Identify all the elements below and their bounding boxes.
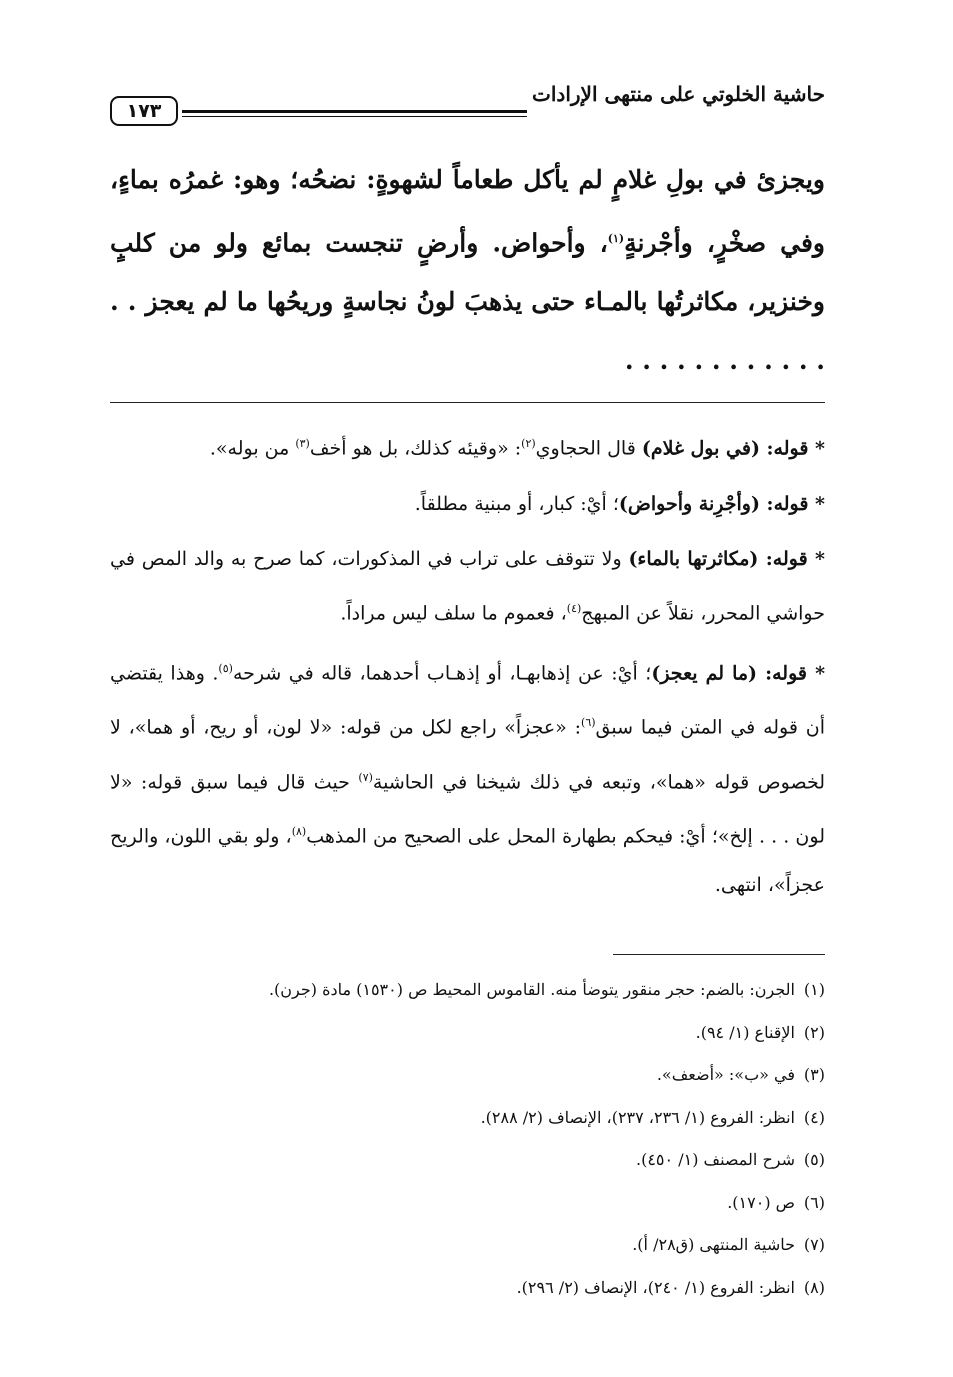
footnote-number: (٣)	[803, 1065, 825, 1085]
footnote-text: ص (١٧٠).	[727, 1192, 795, 1212]
commentary-text: حيث قال فيما سبق قوله: «لا لون . . . إلخ»؛ أيْ: فيحكم بطهارة المحل على الصحيح من المذهب	[110, 770, 825, 848]
commentary-paragraph-2	[110, 480, 825, 529]
commentary-paragraph-1	[110, 419, 825, 473]
main-text-part-1: ويجزئ في بولِ غلامٍ لم يأكل طعاماً لشهوةٍ: نضحُه؛ وهو: غمرُه بماءٍ، وفي صخْرٍ، وأجْرنةٍ	[110, 165, 826, 258]
commentary	[110, 419, 825, 910]
commentary-text: قال الحجاوي	[535, 437, 642, 460]
footnote-text: شرح المصنف (١/ ٤٥٠).	[636, 1150, 795, 1170]
footnote-text: في «ب»: «أضعف».	[656, 1065, 795, 1085]
footnote-rule	[613, 954, 825, 955]
running-title: حاشية الخلوتي على منتهى الإرادات	[532, 82, 825, 106]
header-rule	[182, 110, 527, 117]
footnote-number: (٤)	[803, 1107, 825, 1127]
commentary-paragraph-3	[110, 535, 825, 638]
footnote-ref-4: (٤)	[566, 601, 582, 615]
footnote-ref-8: (٨)	[291, 824, 307, 838]
footnote-text: الإقناع (١/ ٩٤).	[695, 1022, 795, 1042]
footnote-number: (٢)	[803, 1022, 825, 1042]
footnote-ref-6: (٦)	[581, 716, 596, 730]
commentary-text: ولا تتوقف على تراب في المذكورات، كما صرح به والد المص في حواشي المحرر، نقلاً عن المبهج	[110, 547, 825, 624]
commentary-lemma-4: * قوله: (ما لم يعجز)	[651, 662, 826, 685]
footnote-ref-5: (٥)	[218, 661, 233, 675]
commentary-text: : «وقيئه كذلك، بل هو أخف	[309, 437, 522, 460]
footnote-number: (١)	[803, 980, 825, 1000]
footnote-number: (٧)	[803, 1235, 825, 1255]
commentary-lemma-2: * قوله: (وأجْرِنة وأحواض)	[618, 492, 825, 515]
commentary-text: : «عجزاً» راجع لكل من قوله: «لا لون، أو ريح، أو هما»، لا لخصوص قوله «هما»، وتبعه في ذلك شيخنا في الحاشية	[110, 716, 825, 793]
footnote-item	[110, 1054, 825, 1097]
footnote-number: (٦)	[803, 1192, 825, 1212]
page-number: ١٧٣	[110, 96, 178, 126]
footnote-ref-3: (٣)	[295, 437, 310, 451]
footnote-text: الجرن: بالضم: حجر منقور يتوضأ منه. القاموس المحيط ص (١٥٣٠) مادة (جرن).	[268, 980, 795, 1000]
main-text-part-2: ، وأحواض. وأرضٍ تنجست بمائع ولو من كلبٍ وخنزير، مكاثرتُها بالمـاء حتى يذهبَ لونُ نجاسةٍ وريحُها ما لم يعجز	[110, 228, 825, 317]
commentary-text: ؛ أيْ: عن إذهابهـا، أو إذهـاب أحدهما، قاله في شرحه	[232, 662, 652, 685]
footnote-text: انظر: الفروع (١/ ٢٣٦، ٢٣٧)، الإنصاف (٢/ ٢٨٨).	[480, 1107, 795, 1127]
commentary-text: من بوله».	[209, 437, 296, 460]
footnote-text: انظر: الفروع (١/ ٢٤٠)، الإنصاف (٢/ ٢٩٦).	[516, 1277, 795, 1297]
footnote-item	[110, 1224, 825, 1267]
footnotes-list	[110, 969, 825, 1309]
commentary-text: ، فعموم ما سلف ليس مراداً.	[340, 601, 567, 624]
commentary-paragraph-4	[110, 644, 825, 910]
footnote-item	[110, 1139, 825, 1182]
footnote-item	[110, 1182, 825, 1225]
main-text	[110, 150, 825, 390]
page-header	[110, 60, 825, 124]
footnote-ref-1: (١)	[607, 232, 625, 245]
footnote-ref-2: (٢)	[521, 437, 536, 451]
dotted-leader: . . . . . . . . . . . . . .	[110, 287, 825, 376]
commentary-text: ، ولو بقي اللون، والريح عجزاً»، انتهى.	[110, 825, 825, 897]
commentary-lemma-1: * قوله: (في بول غلام)	[641, 437, 825, 460]
book-page	[110, 60, 825, 1309]
footnote-ref-7: (٧)	[358, 770, 373, 784]
footnote-item	[110, 1097, 825, 1140]
footnote-item	[110, 969, 825, 1012]
footnote-item	[110, 1267, 825, 1310]
footnote-number: (٥)	[803, 1150, 825, 1170]
commentary-text: ؛ أيْ: كبار، أو مبنية مطلقاً.	[414, 492, 619, 515]
separator-rule	[110, 402, 825, 403]
footnote-text: حاشية المنتهى (ق٢٨/ أ).	[632, 1235, 795, 1255]
commentary-text: . وهذا يقتضي أن قوله في المتن فيما سبق	[110, 662, 825, 739]
footnote-item	[110, 1012, 825, 1055]
footnote-number: (٨)	[803, 1277, 825, 1297]
commentary-lemma-3: * قوله: (مكاثرتها بالماء)	[628, 547, 825, 570]
